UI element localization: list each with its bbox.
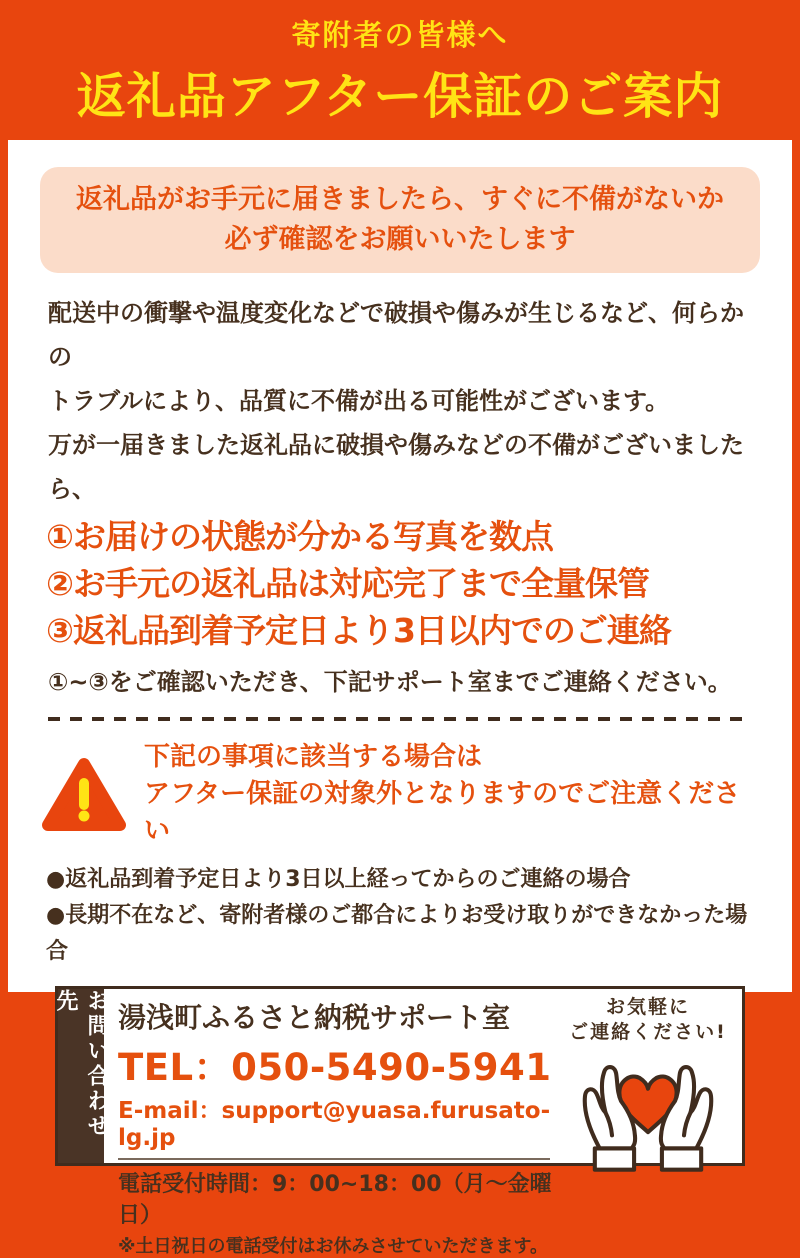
required-steps-list: [46, 513, 760, 654]
holiday-note: ※土日祝日の電話受付はお休みさせていただきます。: [118, 1236, 549, 1257]
contact-sidebar: [53, 989, 109, 1163]
header-banner: [0, 0, 800, 140]
caption-line-1: お気軽に: [605, 996, 690, 1018]
step-item-3: ③返礼品到着予定日より3日以内でのご連絡: [46, 611, 671, 650]
content-panel: [8, 140, 792, 1257]
exclusion-item-2: ●長期不在など、寄附者様のご都合によりお受け取りができなかった場合: [46, 903, 748, 964]
tel-value[interactable]: 050-5490-5941: [231, 1046, 552, 1089]
email-address[interactable]: [118, 1092, 554, 1151]
paragraph-line: 配送中の衝撃や温度変化などで破損や傷みが生じるなど、何らかの: [48, 299, 744, 371]
warning-line-1: 下記の事項に該当する場合は: [144, 742, 483, 772]
dashed-divider: [48, 717, 752, 721]
notice-line-1: 返礼品がお手元に届きましたら、すぐに不備がないか: [76, 184, 724, 215]
phone-hours: 電話受付時間：9：00~18：00（月～金曜日）: [118, 1172, 552, 1228]
contact-divider: [118, 1158, 550, 1160]
warning-line-2: アフター保証の対象外となりますのでご注意ください: [144, 779, 741, 846]
notice-line-2: 必ず確認をお願いいたします: [224, 224, 576, 255]
support-office-name: 湯浅町ふるさと納税サポート室: [118, 1001, 511, 1034]
contact-illustration: [554, 989, 742, 1163]
hands-holding-heart-icon: [562, 1047, 734, 1173]
email-value[interactable]: support@yuasa.furusato-lg.jp: [118, 1098, 551, 1151]
intro-paragraph: [48, 291, 760, 511]
check-notice-box: [40, 167, 760, 273]
contact-box: [53, 986, 745, 1257]
step-item-1: ①お届けの状態が分かる写真を数点: [46, 517, 553, 556]
confirm-instruction: ①~③をご確認いただき、下記サポート室までご連絡ください。: [48, 668, 732, 696]
paragraph-line: 万が一届きました返礼品に破損や傷みなどの不備がございましたら、: [48, 431, 744, 503]
step-item-2: ②お手元の返礼品は対応完了まで全量保管: [46, 564, 649, 603]
exclusion-list: [46, 862, 760, 970]
contact-sidebar-label: お問い合わせ先: [53, 989, 109, 1139]
header-subtitle: 寄附者の皆様へ: [291, 17, 509, 52]
warning-section: [42, 739, 760, 850]
warning-text: [144, 739, 760, 850]
paragraph-line: トラブルにより、品質に不備が出る可能性がございます。: [48, 387, 670, 415]
contact-details: [104, 989, 554, 1257]
exclusion-item-1: ●返礼品到着予定日より3日以上経ってからのご連絡の場合: [46, 867, 631, 892]
email-label: E-mail：: [118, 1098, 222, 1124]
illustration-caption: [569, 995, 727, 1045]
tel-label: TEL：: [118, 1046, 232, 1089]
caption-line-2: ご連絡ください!: [569, 1021, 727, 1043]
phone-number[interactable]: [118, 1037, 554, 1091]
warning-triangle-icon: [42, 757, 126, 833]
page-title: 返礼品アフター保証のご案内: [76, 67, 724, 125]
